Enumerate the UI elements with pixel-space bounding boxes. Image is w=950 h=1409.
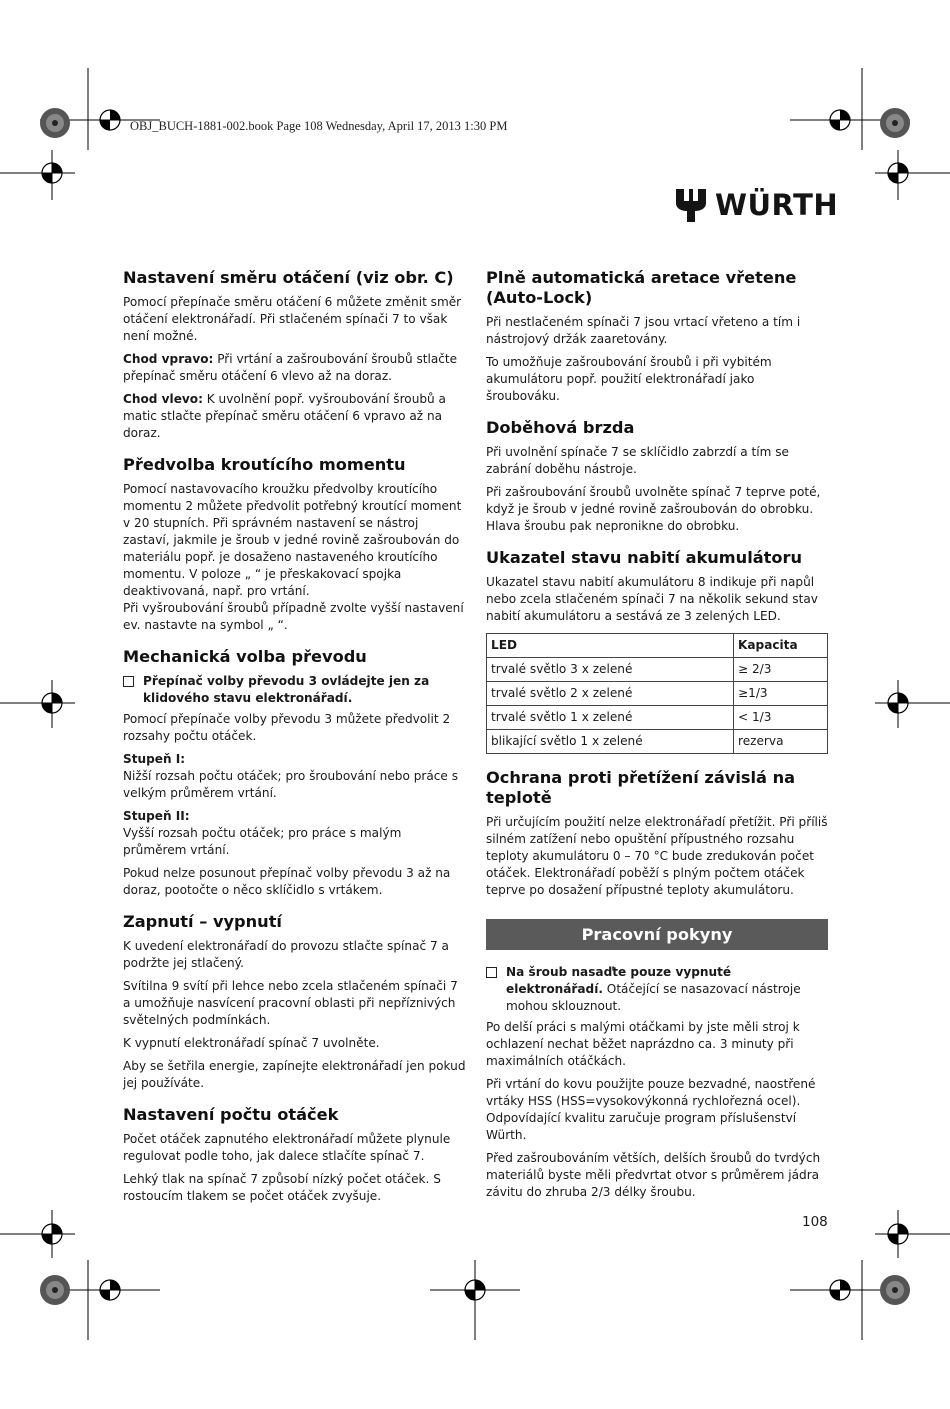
bullet-text	[506, 964, 828, 1015]
paragraph: Svítilna 9 svítí při lehce nebo zcela stlačeném spínači 7 a umožňuje nasvícení pracovní oblasti při nepříznivých světelných podmínkách.	[123, 979, 458, 1027]
paragraph: K vypnutí elektronářadí spínač 7 uvolněte.	[123, 1036, 380, 1050]
paragraph: Nižší rozsah počtu otáček; pro šroubování nebo práce s velkým průměrem vrtání.	[123, 769, 459, 800]
section-title: Zapnutí – vypnutí	[123, 912, 282, 931]
paragraph: Při zašroubování šroubů uvolněte spínač 7 teprve poté, když je šroub v jedné rovině zašroubován do obrobku. Hlava šroubu pak nepronikne do obrobku.	[486, 485, 821, 533]
paragraph: Při uvolnění spínače 7 se sklíčidlo zabrzdí a tím se zabrání doběhu nástroje.	[486, 445, 789, 476]
paragraph: Při nestlačeném spínači 7 jsou vrtací vřeteno a tím i nástrojový držák zaaretovány.	[486, 315, 801, 346]
paragraph: Pomocí přepínače volby převodu 3 můžete předvolit 2 rozsahy počtu otáček.	[123, 712, 451, 743]
section-autolock	[486, 268, 828, 405]
table-row	[487, 682, 828, 706]
led-capacity-table	[486, 633, 828, 754]
paragraph: Pomocí nastavovacího kroužku předvolby kroutícího momentu 2 můžete předvolit potřebný kroutící moment v 20 stupních. Při správném nastavení se nástroj zastaví, jakmile je šroub v jedné rovině zašroubován do materiálu popř. je dosaženo nastaveného kroutícího momentu. V poloze „ “ je přeskakovací spojka deaktivovaná, např. pro vrtání.	[123, 482, 462, 598]
label-bold: Stupeň I:	[123, 752, 186, 766]
section-brake	[486, 418, 828, 535]
paragraph: Lehký tlak na spínač 7 způsobí nízký počet otáček. S rostoucím tlakem se počet otáček zvyšuje.	[123, 1172, 441, 1203]
table-row	[487, 706, 828, 730]
table-cell: ≥ 2/3	[734, 658, 828, 682]
left-column	[123, 268, 468, 1218]
section-title: Ochrana proti přetížení závislá na teplotě	[486, 768, 796, 807]
right-column	[486, 268, 828, 1214]
paragraph: Při vrtání do kovu použijte pouze bezvadné, naostřené vrtáky HSS (HSS=vysokovýkonná rychlořezná ocel). Odpovídající kvalitu zaručuje program příslušenství Würth.	[486, 1077, 816, 1142]
column-header: LED	[487, 634, 734, 658]
bullet-rest: Otáčející se nasazovací nástroje mohou sklouznout.	[506, 982, 801, 1013]
paragraph	[123, 351, 468, 385]
wurth-logo-icon	[676, 189, 706, 222]
section-speed	[123, 1105, 468, 1205]
text: Při vrtání a zašroubování šroubů stlačte přepínač směru otáčení 6 vlevo až na doraz.	[123, 352, 458, 383]
section-title: Předvolba kroutícího momentu	[123, 455, 406, 474]
paragraph: K uvedení elektronářadí do provozu stlačte spínač 7 a podržte jej stlačený.	[123, 939, 449, 970]
section-title: Doběhová brzda	[486, 418, 635, 437]
file-info-header: OBJ_BUCH-1881-002.book Page 108 Wednesday, April 17, 2013 1:30 PM	[130, 119, 508, 133]
paragraph: Při vyšroubování šroubů případně zvolte vyšší nastavení ev. nastavte na symbol „ “.	[123, 601, 464, 632]
section-work-tips	[486, 964, 828, 1201]
section-title: Nastavení počtu otáček	[123, 1105, 339, 1124]
bullet-text: Přepínač volby převodu 3 ovládejte jen za klidového stavu elektronářadí.	[143, 674, 430, 705]
table-cell: trvalé světlo 2 x zelené	[487, 682, 734, 706]
table-header-row	[487, 634, 828, 658]
table-cell: trvalé světlo 3 x zelené	[487, 658, 734, 682]
section-banner: Pracovní pokyny	[486, 919, 828, 950]
table-cell: rezerva	[734, 730, 828, 754]
label-bold: Chod vpravo:	[123, 352, 214, 366]
section-title: Ukazatel stavu nabití akumulátoru	[486, 548, 803, 567]
paragraph: Po delší práci s malými otáčkami by jste měli stroj k ochlazení nechat běžet naprázdno ca. 3 minuty při maximálních otáčkách.	[486, 1020, 800, 1068]
paragraph: Při určujícím použití nelze elektronářadí přetížit. Při příliš silném zatížení nebo opuštění přípustného rozsahu teploty akumulátoru 0 – 70 °C bude zredukován počet otáček. Elektronářadí poběží s plným počtem otáček teprve po dosažení přípustné teploty akumulátoru.	[486, 815, 828, 897]
paragraph	[123, 391, 468, 442]
table-cell: trvalé světlo 1 x zelené	[487, 706, 734, 730]
warning-bullet	[123, 673, 468, 707]
paragraph: Pomocí přepínače směru otáčení 6 můžete změnit směr otáčení elektronářadí. Při stlačeném spínači 7 to však není možné.	[123, 295, 462, 343]
section-title: Plně automatická aretace vřetene (Auto-Lock)	[486, 268, 797, 307]
section-title: Mechanická volba převodu	[123, 647, 367, 666]
label-bold: Stupeň II:	[123, 809, 190, 823]
section-battery-indicator	[486, 548, 828, 754]
paragraph	[123, 751, 468, 768]
paragraph	[123, 808, 468, 825]
paragraph: Ukazatel stavu nabití akumulátoru 8 indikuje při napůl nebo zcela stlačeném spínači 7 na několik sekund stav nabití akumulátoru a sestává ze 3 zelených LED.	[486, 575, 818, 623]
section-gear	[123, 647, 468, 899]
table-row	[487, 658, 828, 682]
section-overload	[486, 768, 828, 899]
checkbox-bullet-icon	[486, 967, 497, 978]
page-number: 108	[802, 1214, 828, 1230]
paragraph: Počet otáček zapnutého elektronářadí můžete plynule regulovat podle toho, jak dalece stlačíte spínač 7.	[123, 1132, 451, 1163]
table-cell: ≥1/3	[734, 682, 828, 706]
paragraph: Vyšší rozsah počtu otáček; pro práce s malým průměrem vrtání.	[123, 826, 402, 857]
warning-bullet	[486, 964, 828, 1015]
checkbox-bullet-icon	[123, 676, 134, 687]
section-torque	[123, 455, 468, 634]
label-bold: Chod vlevo:	[123, 392, 203, 406]
paragraph: Pokud nelze posunout přepínač volby převodu 3 až na doraz, pootočte o něco sklíčidlo s vrtákem.	[123, 866, 451, 897]
table-cell: blikající světlo 1 x zelené	[487, 730, 734, 754]
section-title: Nastavení směru otáčení (viz obr. C)	[123, 268, 454, 287]
wurth-logo	[676, 189, 838, 222]
table-row	[487, 730, 828, 754]
section-on-off	[123, 912, 468, 1092]
paragraph: Před zašroubováním větších, delších šroubů do tvrdých materiálů byste měli předvrtat otvor s průměrem jádra závitu do zhruba 2/3 délky šroubu.	[486, 1151, 821, 1199]
logo-text: WÜRTH	[715, 188, 839, 222]
bullet-bold: Na šroub nasaďte pouze vypnuté elektronářadí.	[506, 965, 732, 996]
text: K uvolnění popř. vyšroubování šroubů a matic stlačte přepínač směru otáčení 6 vpravo až na doraz.	[123, 392, 446, 440]
paragraph: To umožňuje zašroubování šroubů i při vybitém akumulátoru popř. použití elektronářadí jako šroubováku.	[486, 355, 772, 403]
table-cell: < 1/3	[734, 706, 828, 730]
paragraph: Aby se šetřila energie, zapínejte elektronářadí jen pokud jej používáte.	[123, 1059, 466, 1090]
section-direction	[123, 268, 468, 442]
column-header: Kapacita	[734, 634, 828, 658]
